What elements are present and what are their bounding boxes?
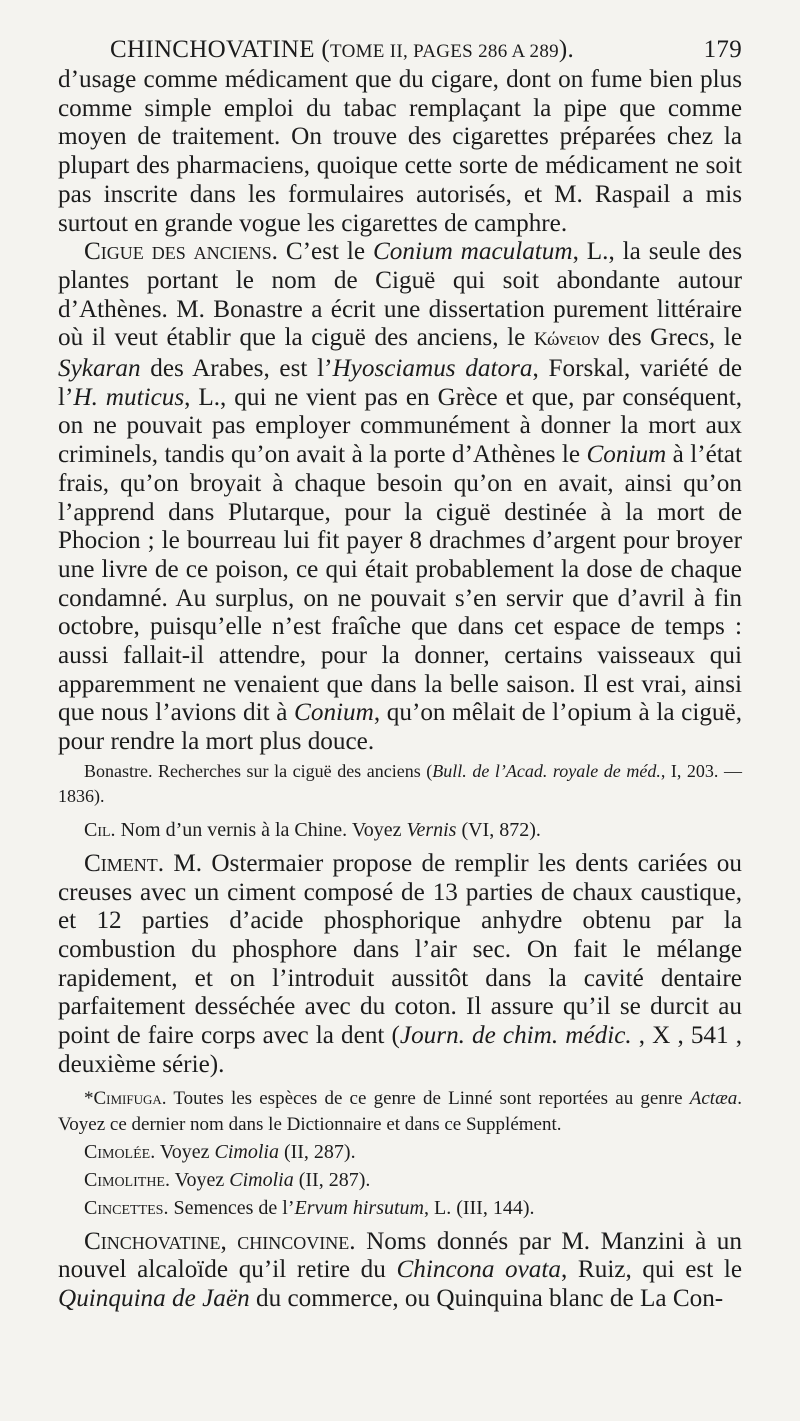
running-title: CHINCHOVATINE (TOME II, PAGES 286 A 289). — [110, 36, 575, 63]
entry-cimolithe: Cimolithe. Voyez Cimolia (II, 287). — [84, 1168, 371, 1191]
page-number: 179 — [703, 36, 742, 63]
entry-ciment: Ciment. M. Ostermaier propose de remplir les dents cariées ou creuses avec un ciment composé de 13 parties de chaux caustique, et 12 parties d’acide phosphorique anhydre obtenu par la combustion du phosphore dans l’air sec. On fait le mélange rapidement, et on l’introduit aussitôt dans la cavité dentaire parfaitement desséchée avec du coton. Il assure qu’il se durcit au point de faire corps avec la dent (Journ. de chim. médic. , X , 541 , deuxième série). — [58, 849, 742, 1078]
entry-cincettes: Cincettes. Semences de l’Ervum hirsutum, L. (III, 144). — [84, 1196, 535, 1219]
entry-cimolee: Cimolée. Voyez Cimolia (II, 287). — [84, 1140, 356, 1163]
entry-cinchovatine: Cinchovatine, chincovine. Noms donnés par M. Manzini à un nouvel alcaloïde qu’il retire du Chincona ovata, Ruiz, qui est le Quinquina de Jaën du commerce, ou Quinquina blanc de La Con- — [58, 1227, 743, 1312]
reference-bonastre: Bonastre. Recherches sur la ciguë des anciens (Bull. de l’Acad. royale de méd., I, 203. — 1836). — [58, 760, 742, 807]
book-page — [58, 36, 742, 1314]
paragraph-cigarettes: d’usage comme médicament que du cigare, dont on fume bien plus comme simple emploi du tabac remplaçant la pipe que comme moyen de traitement. On trouve des cigarettes préparées chez la plupart des pharmaciens, quoique cette sorte de médicament ne soit pas inscrite dans les formulaires autorisés, et M. Raspail a mis surtout en grande vogue les cigarettes de camphre. — [58, 66, 742, 237]
entry-cimifuga: *Cimifuga. Toutes les espèces de ce genre de Linné sont reportées au genre Actæa. Voyez ce dernier nom dans le Dictionnaire et dans ce Supplément. — [58, 1087, 742, 1135]
entry-cigue-des-anciens: Cigue des anciens. C’est le Conium maculatum, L., la seule des plantes portant le nom de Ciguë qui soit abondante autour d’Athènes. M. Bonastre a écrit une dissertation purement littéraire où il veut établir que la ciguë des anciens, le Κώνειον des Grecs, le Sykaran des Arabes, est l’Hyosciamus datora, Forskal, variété de l’H. muticus, L., qui ne vient pas en Grèce et que, par conséquent, on ne pouvait pas employer communément à donner la mort aux criminels, tandis qu’on avait à la porte d’Athènes le Conium à l’état frais, qu’on broyait à chaque besoin qu’on en avait, ainsi qu’on l’apprend dans Plutarque, pour la ciguë destinée à la mort de Phocion ; le bourreau lui fit payer 8 drachmes d’argent pour broyer une livre de ce poison, ce qui était probablement la dose de chaque condamné. Au surplus, on ne pouvait s’en servir que d’avril à fin octobre, puisqu’elle n’est fraîche que dans cet espace de temps : aussi fallait-il attendre, pour la donner, certains vaisseaux qui apparemment ne venaient que dans la belle saison. Il est vrai, ainsi que nous l’avions dit à Conium, qu’on mêlait de l’opium à la ciguë, pour rendre la mort plus douce. — [58, 238, 742, 756]
greek-word: Κώνειον — [533, 329, 600, 351]
running-header — [58, 36, 742, 64]
entry-cil: Cil. Nom d’un vernis à la Chine. Voyez Vernis (VI, 872). — [84, 818, 541, 841]
entry-head: Cigue des anciens. — [84, 238, 278, 266]
